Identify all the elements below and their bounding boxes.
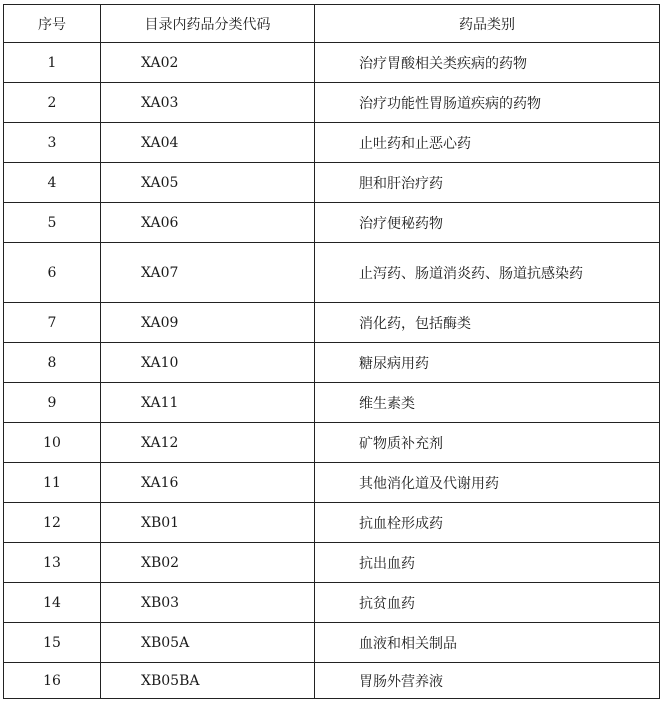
table-row [4,463,660,503]
header-row [4,5,660,43]
table-row [4,383,660,423]
cell-seq: 11 [4,463,101,503]
table-row [4,203,660,243]
cell-seq: 12 [4,503,101,543]
cell-seq: 4 [4,163,101,203]
cell-category: 治疗胃酸相关类疾病的药物 [315,43,660,83]
cell-code: XA06 [101,203,315,243]
table-row [4,663,660,699]
cell-code: XA03 [101,83,315,123]
table-row [4,303,660,343]
header-seq: 序号 [4,5,101,43]
table-header [4,5,660,43]
cell-code: XB03 [101,583,315,623]
cell-category: 消化药，包括酶类 [315,303,660,343]
drug-category-table [3,4,660,699]
cell-code: XB05BA [101,663,315,699]
cell-seq: 8 [4,343,101,383]
cell-category: 治疗功能性胃肠道疾病的药物 [315,83,660,123]
cell-seq: 14 [4,583,101,623]
cell-category: 糖尿病用药 [315,343,660,383]
cell-category: 胆和肝治疗药 [315,163,660,203]
cell-code: XA09 [101,303,315,343]
cell-code: XA02 [101,43,315,83]
table-row [4,503,660,543]
cell-category: 维生素类 [315,383,660,423]
cell-code: XA07 [101,243,315,303]
cell-code: XA10 [101,343,315,383]
cell-code: XA04 [101,123,315,163]
table-row [4,43,660,83]
header-category: 药品类别 [315,5,660,43]
cell-seq: 13 [4,543,101,583]
cell-code: XB02 [101,543,315,583]
cell-code: XB01 [101,503,315,543]
cell-code: XA05 [101,163,315,203]
table-row [4,123,660,163]
table-body [4,43,660,699]
cell-category: 止吐药和止恶心药 [315,123,660,163]
cell-seq: 16 [4,663,101,699]
table-row [4,343,660,383]
cell-category: 血液和相关制品 [315,623,660,663]
table-row [4,243,660,303]
cell-seq: 7 [4,303,101,343]
table-row [4,83,660,123]
cell-seq: 5 [4,203,101,243]
cell-category: 胃肠外营养液 [315,663,660,699]
cell-code: XA16 [101,463,315,503]
cell-seq: 2 [4,83,101,123]
cell-code: XA12 [101,423,315,463]
cell-category: 其他消化道及代谢用药 [315,463,660,503]
table-row [4,423,660,463]
table-row [4,543,660,583]
cell-code: XA11 [101,383,315,423]
cell-seq: 9 [4,383,101,423]
header-code: 目录内药品分类代码 [101,5,315,43]
cell-category: 抗出血药 [315,543,660,583]
cell-seq: 1 [4,43,101,83]
cell-code: XB05A [101,623,315,663]
cell-seq: 3 [4,123,101,163]
cell-category: 矿物质补充剂 [315,423,660,463]
cell-category: 治疗便秘药物 [315,203,660,243]
cell-category: 抗贫血药 [315,583,660,623]
table-row [4,163,660,203]
table-row [4,623,660,663]
cell-seq: 10 [4,423,101,463]
cell-category: 止泻药、肠道消炎药、肠道抗感染药 [315,243,660,303]
cell-seq: 6 [4,243,101,303]
table-row [4,583,660,623]
cell-category: 抗血栓形成药 [315,503,660,543]
cell-seq: 15 [4,623,101,663]
